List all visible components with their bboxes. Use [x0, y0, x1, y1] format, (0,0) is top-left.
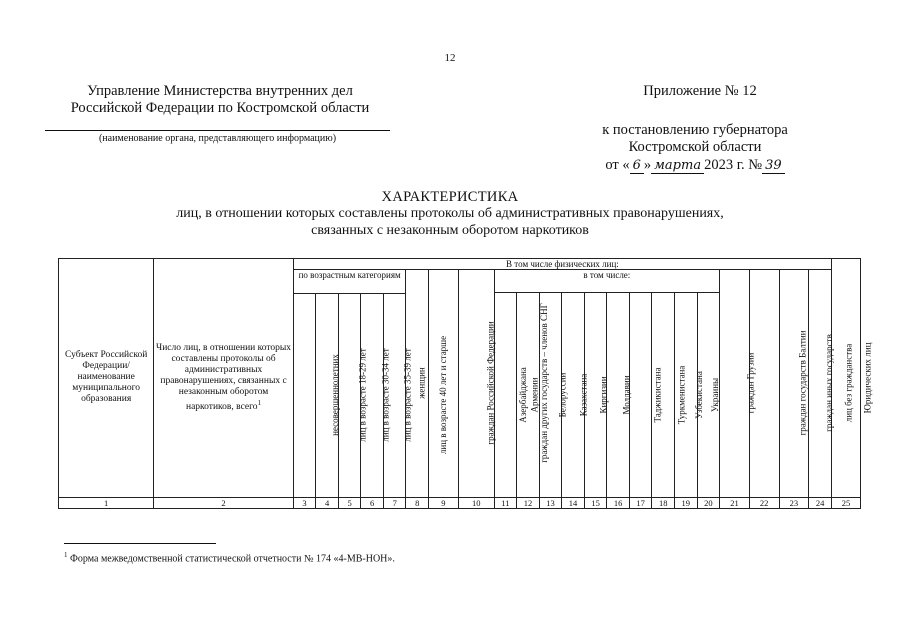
page-number: 12	[444, 52, 456, 64]
date-mid: »	[643, 157, 652, 173]
header-rf-citizens-text: граждан Российской Федерации	[485, 321, 496, 446]
column-number: 3	[293, 497, 316, 508]
decree-line-2: Костромской области	[628, 139, 762, 155]
header-age-group: по возрастным категориям	[293, 270, 406, 293]
column-number: 5	[338, 497, 361, 508]
column-number: 4	[316, 497, 339, 508]
document-title: ХАРАКТЕРИСТИКА	[381, 189, 519, 205]
column-number: 1	[59, 497, 154, 508]
organization-underline	[45, 130, 390, 131]
statistics-table	[58, 258, 873, 509]
column-number: 9	[429, 497, 459, 508]
header-individuals: В том числе физических лиц:	[293, 259, 831, 270]
column-number: 8	[406, 497, 429, 508]
header-age-35-39-text: лиц в возрасте 35-39 лет	[403, 348, 414, 442]
subtitle-line-2: связанных с незаконным оборотом наркотиков	[311, 222, 589, 238]
organization-name	[40, 83, 400, 117]
header-armenia-text: Армении	[529, 377, 540, 413]
organization-line-1: Управление Министерства внутренних дел	[87, 83, 353, 99]
column-number: 22	[749, 497, 779, 508]
column-number: 21	[720, 497, 750, 508]
column-number: 6	[361, 497, 384, 508]
header-azerbaijan	[494, 292, 528, 497]
column-number: 18	[652, 497, 675, 508]
header-age-18-29-text: лиц в возрасте 18-29 лет	[358, 348, 369, 442]
header-minors-text: несовершеннолетних	[329, 354, 340, 437]
column-number: 17	[629, 497, 652, 508]
organization-line-2: Российской Федерации по Костромской области	[70, 100, 370, 116]
header-moldova	[607, 292, 630, 497]
appendix-title: Приложение № 12	[643, 83, 757, 99]
header-kyrgyzstan-text: Киргизии	[598, 376, 609, 414]
column-number: 14	[562, 497, 585, 508]
decree-line-1: к постановлению губернатора	[602, 122, 788, 138]
decree-number-handwritten: 39	[762, 158, 785, 174]
header-belarus-text: Белоруссии	[557, 372, 568, 418]
header-age-40-plus-text: лиц в возрасте 40 лет и старше	[438, 336, 449, 455]
header-legal-entities-text: Юридических лиц	[862, 342, 873, 414]
header-subject: Субъект Российской Федерации/ наименование муниципального образования	[59, 259, 154, 498]
column-number: 11	[494, 497, 517, 508]
header-ukraine-text: Украины	[709, 377, 720, 412]
date-year: 2023 г. №	[704, 157, 763, 173]
decree-date	[560, 157, 830, 174]
column-number-row	[59, 497, 861, 508]
header-uzbekistan-text: Узбекистана	[693, 370, 704, 419]
header-tajikistan-text: Таджикистана	[652, 367, 663, 423]
header-age-30-34-text: лиц в возрасте 30-34 лет	[380, 348, 391, 442]
column-number: 13	[539, 497, 562, 508]
header-baltic-text: граждан государств Балтии	[797, 331, 808, 436]
decree-reference	[560, 122, 830, 156]
column-number: 15	[584, 497, 607, 508]
header-women-text: женщин	[417, 367, 428, 400]
header-georgia-text: граждан Грузии	[745, 353, 756, 414]
column-number: 16	[607, 497, 630, 508]
header-turkmenistan-text: Туркменистана	[676, 365, 687, 424]
header-azerbaijan-text: Азербайджана	[517, 366, 528, 423]
column-number: 19	[675, 497, 698, 508]
header-total-text: Число лиц, в отношении которых составлены протоколы об административных правонарушениях, связанных с незаконным оборотом наркотиков, всего	[156, 342, 292, 412]
document-subtitle	[120, 206, 780, 239]
column-number: 2	[154, 497, 293, 508]
column-number: 23	[779, 497, 809, 508]
organization-caption: (наименование органа, представляющего информацию)	[98, 133, 337, 144]
header-other-states-text: граждан иных государств	[823, 334, 834, 433]
date-prefix: от «	[605, 157, 630, 173]
header-including: в том числе:	[494, 270, 719, 292]
header-stateless-text: лиц без гражданства	[843, 344, 854, 423]
column-number: 20	[697, 497, 720, 508]
footnote-separator	[64, 543, 216, 544]
footnote	[64, 551, 395, 564]
column-number: 7	[383, 497, 406, 508]
header-moldova-text: Молдавии	[621, 375, 632, 415]
statistics-table-container	[58, 258, 873, 509]
date-day-handwritten: 6	[630, 158, 644, 174]
header-minors	[293, 293, 340, 497]
subtitle-line-1: лиц, в отношении которых составлены протоколы об административных правонарушениях,	[176, 206, 724, 221]
header-cis-citizens-text: граждан других государств – членов СНГ	[538, 303, 549, 464]
date-month-handwritten: марта	[651, 158, 704, 174]
column-number: 12	[517, 497, 540, 508]
header-tajikistan	[629, 292, 663, 497]
header-kazakhstan-text: Казахстана	[578, 373, 589, 416]
header-georgia	[720, 270, 756, 498]
footnote-ref: 1	[257, 398, 262, 407]
header-total	[154, 259, 293, 498]
column-number: 25	[832, 497, 861, 508]
footnote-mark: 1	[64, 551, 68, 559]
column-number: 10	[458, 497, 494, 508]
column-number: 24	[809, 497, 832, 508]
footnote-text: Форма межведомственной статистической отчетности № 174 «4-МВ-НОН».	[70, 553, 395, 565]
